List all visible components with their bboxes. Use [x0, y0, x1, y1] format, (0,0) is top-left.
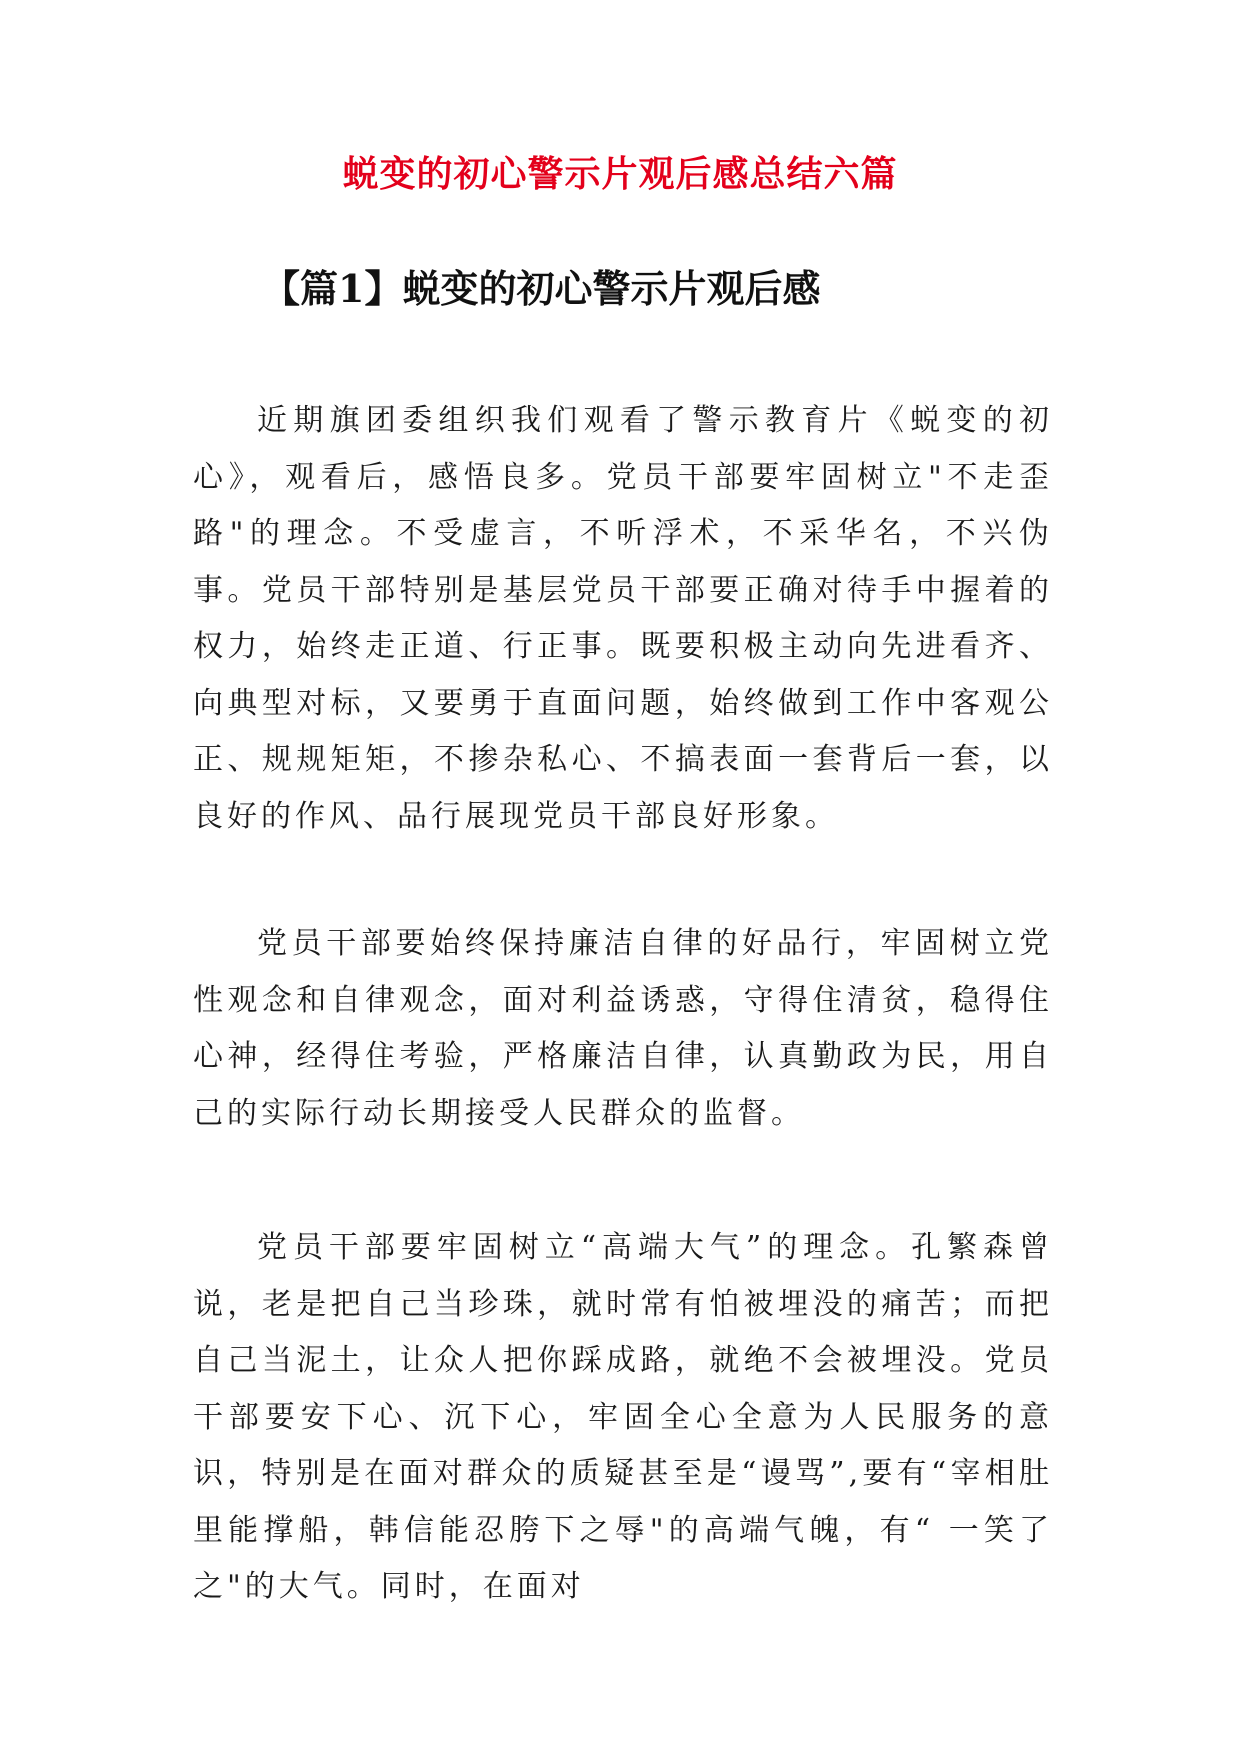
section-heading: 【篇1】蜕变的初心警示片观后感 [262, 266, 821, 311]
body-paragraph-2: 党员干部要始终保持廉洁自律的好品行，牢固树立党性观念和自律观念，面对利益诱惑，守得住清贫，稳得住心神，经得住考验，严格廉洁自律，认真勤政为民，用自己的实际行动长期接受人民群众的监督。 [193, 926, 1053, 1131]
body-paragraph-1: 近期旗团委组织我们观看了警示教育片《蜕变的初心》，观看后，感悟良多。党员干部要牢固树立"不走歪路"的理念。不受虚言，不听浮术，不采华名，不兴伪事。党员干部特别是基层党员干部要正确对待手中握着的权力，始终走正道、行正事。既要积极主动向先进看齐、向典型对标，又要勇于直面问题，始终做到工作中客观公正、规规矩矩，不掺杂私心、不搞表面一套背后一套，以良好的作风、品行展现党员干部良好形象。 [193, 403, 1053, 834]
document-title: 蜕变的初心警示片观后感总结六篇 [342, 153, 898, 195]
body-paragraph-3: 党员干部要牢固树立“高端大气”的理念。孔繁森曾说，老是把自己当珍珠，就时常有怕被埋没的痛苦；而把自己当泥土，让众人把你踩成路，就绝不会被埋没。党员干部要安下心、沉下心，牢固全心全意为人民服务的意识，特别是在面对群众的质疑甚至是“谩骂”,要有“宰相肚里能撑船，韩信能忍胯下之辱"的高端气魄，有“ 一笑了之"的大气。同时，在面对 [193, 1230, 1053, 1604]
